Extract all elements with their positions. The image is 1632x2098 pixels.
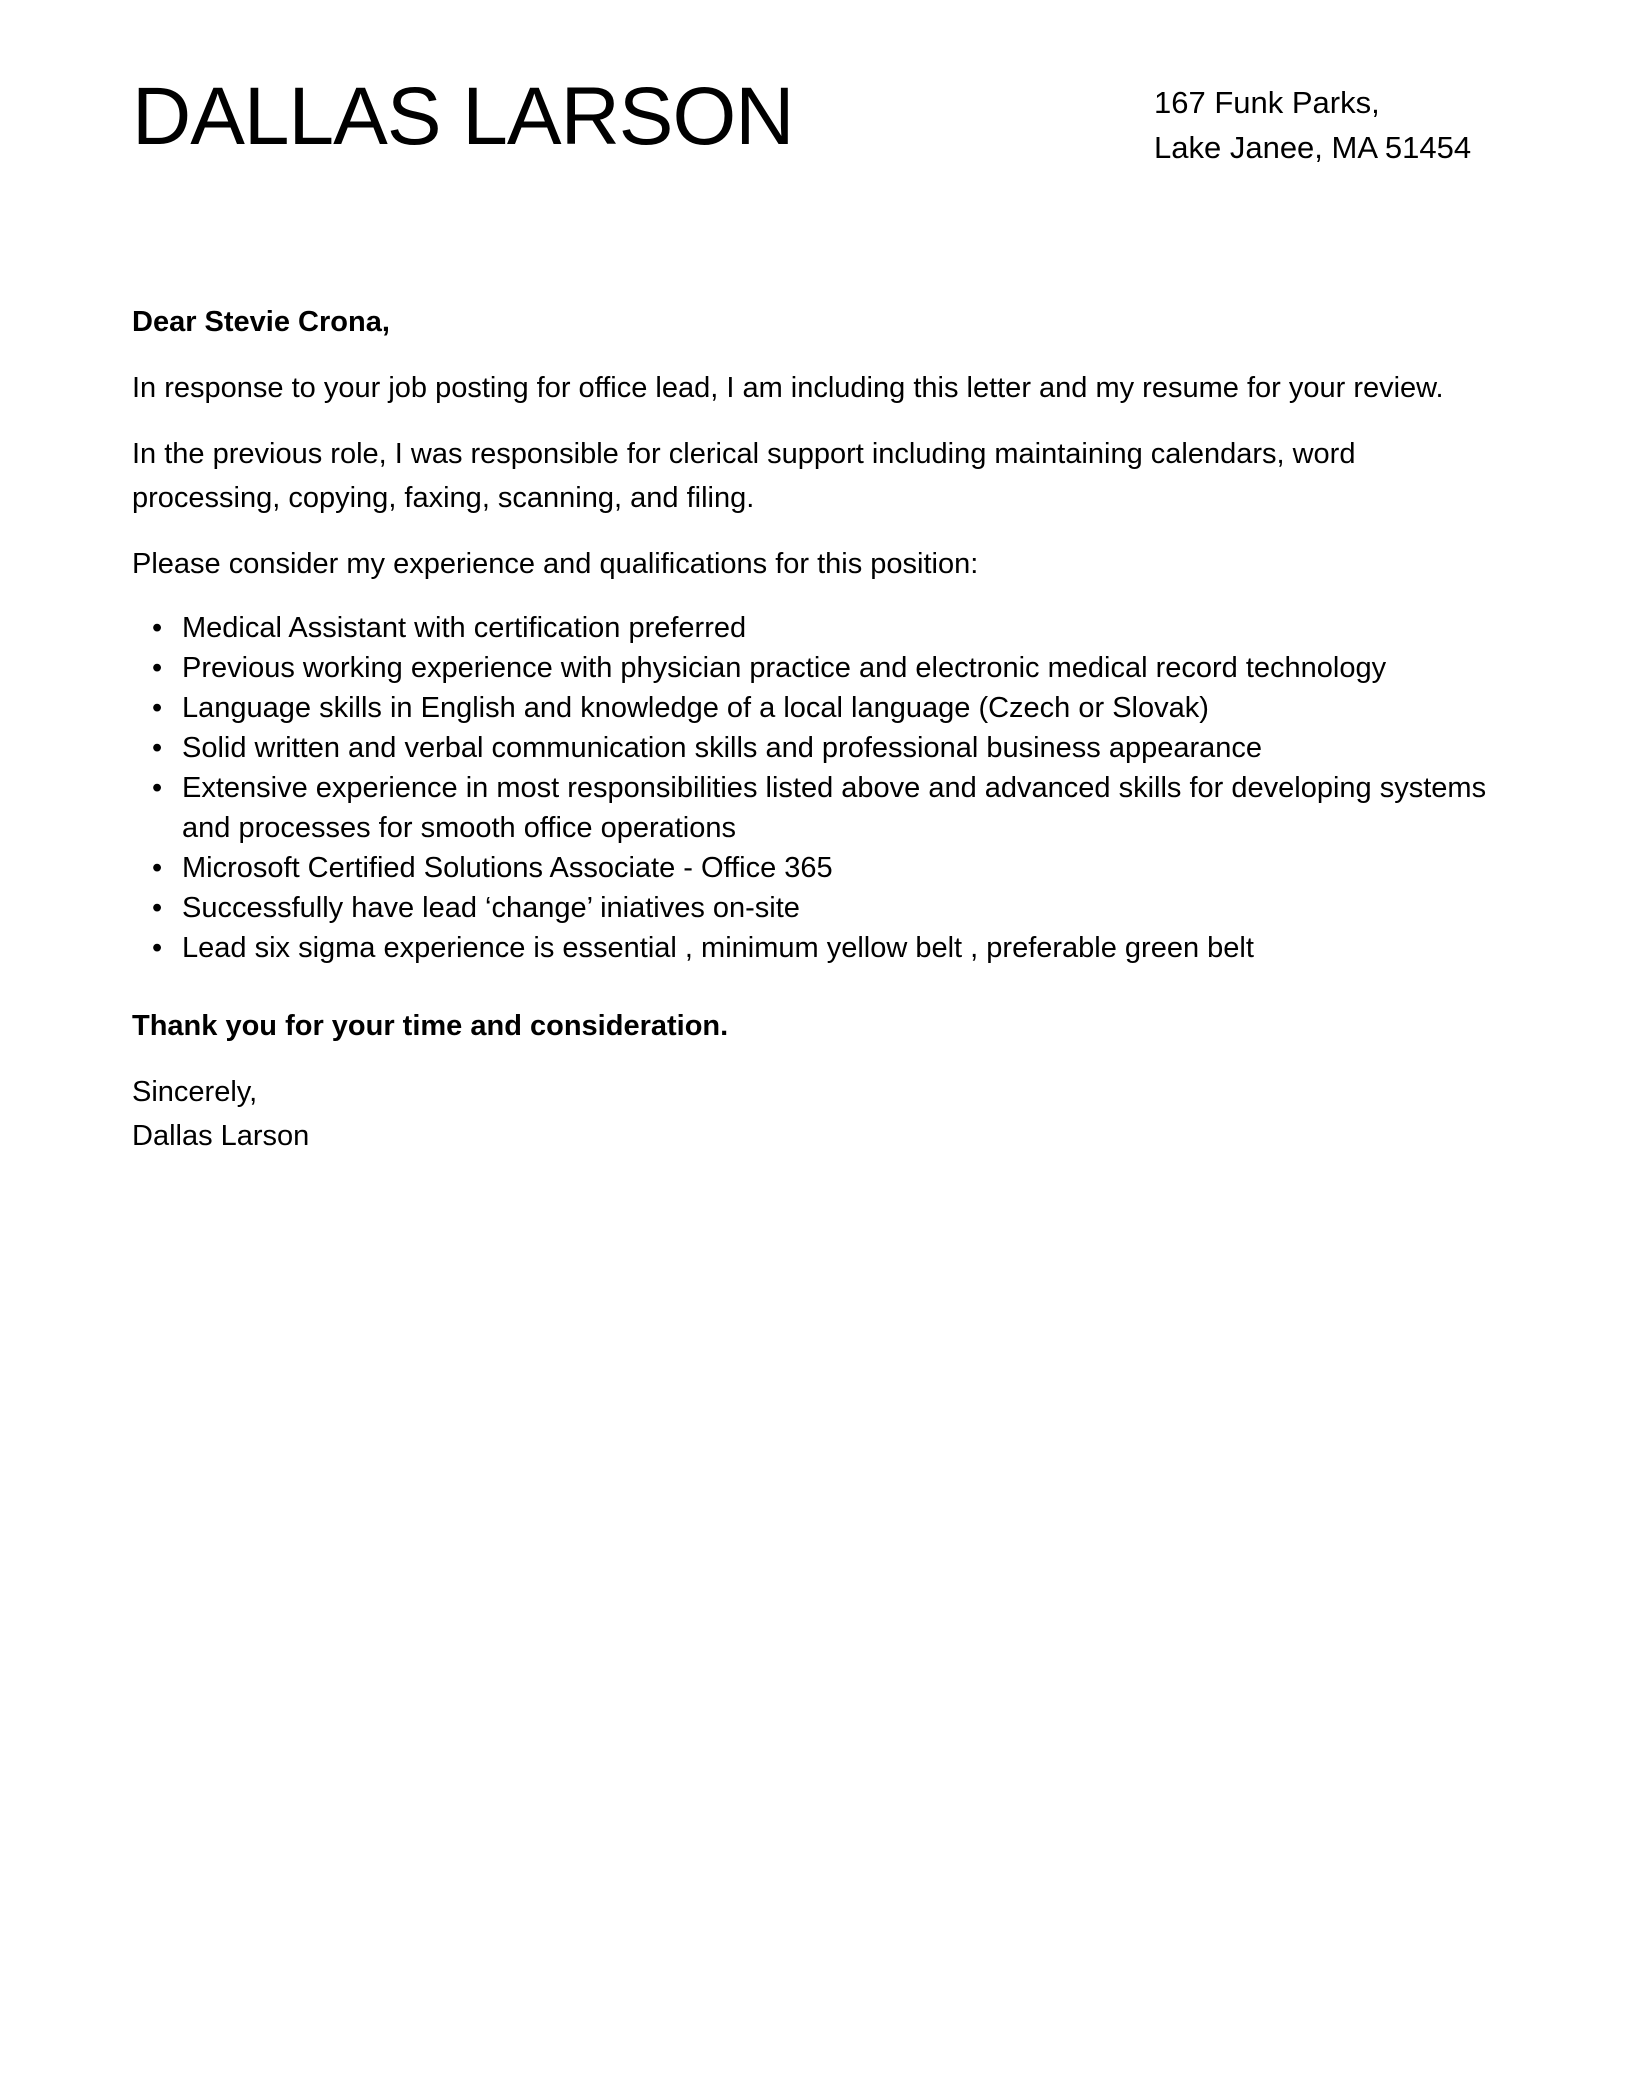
- bullet-icon: •: [152, 652, 163, 684]
- letter-body: [132, 300, 1502, 1158]
- qualifications-list: [132, 608, 1502, 968]
- signoff: Sincerely,: [132, 1076, 258, 1108]
- signature-name: Dallas Larson: [132, 1120, 310, 1152]
- list-item: • Language skills in English and knowledge of a local language (Czech or Slovak): [182, 688, 1502, 728]
- bullet-icon: •: [152, 892, 163, 924]
- bullet-icon: •: [152, 932, 163, 964]
- intro-paragraph: In response to your job posting for office lead, I am including this letter and my resume for your review.: [132, 372, 1444, 404]
- applicant-name: DALLAS LARSON: [132, 71, 794, 162]
- bullet-icon: •: [152, 852, 163, 884]
- address-line-1: 167 Funk Parks,: [1154, 85, 1380, 120]
- signoff-block: [132, 1070, 1502, 1158]
- address-line-2: Lake Janee, MA 51454: [1154, 130, 1472, 165]
- list-item: • Solid written and verbal communication skills and professional business appearance: [182, 728, 1502, 768]
- bullet-icon: •: [152, 692, 163, 724]
- bullet-icon: •: [152, 732, 163, 764]
- list-item: • Medical Assistant with certification preferred: [182, 608, 1502, 648]
- salutation: Dear Stevie Crona,: [132, 306, 390, 338]
- list-item: • Successfully have lead ‘change’ iniatives on-site: [182, 888, 1502, 928]
- experience-paragraph: In the previous role, I was responsible for clerical support including maintaining calendars, word processing, copying, faxing, scanning, and filing.: [132, 438, 1356, 514]
- qualifications-intro: Please consider my experience and qualifications for this position:: [132, 548, 979, 580]
- list-item: • Lead six sigma experience is essential , minimum yellow belt , preferable green belt: [182, 928, 1502, 968]
- bullet-icon: •: [152, 612, 163, 644]
- list-item: • Microsoft Certified Solutions Associate - Office 365: [182, 848, 1502, 888]
- list-item: • Previous working experience with physician practice and electronic medical record technology: [182, 648, 1502, 688]
- list-item: • Extensive experience in most responsibilities listed above and advanced skills for developing systems and processes for smooth office operations: [182, 768, 1502, 848]
- bullet-icon: •: [152, 772, 163, 804]
- applicant-address: [1154, 80, 1471, 170]
- closing-line: Thank you for your time and consideration.: [132, 1010, 729, 1042]
